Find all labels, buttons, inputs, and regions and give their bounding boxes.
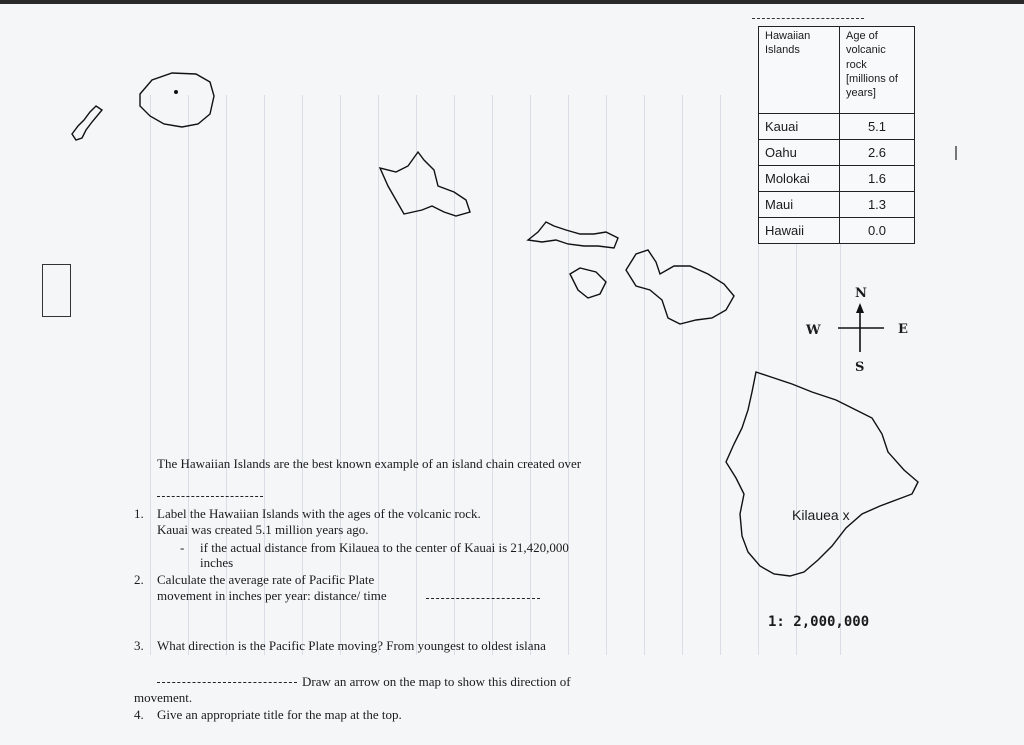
q1-bullet-mark: - <box>180 540 185 555</box>
table-top-dash <box>752 18 864 20</box>
compass-west-label: W <box>806 323 821 338</box>
table-cell-island: Maui <box>759 192 840 218</box>
q3-text-2: Draw an arrow on the map to show this direction of <box>302 674 571 689</box>
table-cell-island: Hawaii <box>759 218 840 244</box>
map-scale: 1: 2,000,000 <box>768 614 870 630</box>
q4-number: 4. <box>134 707 144 722</box>
q3-text-3: movement. <box>134 690 193 705</box>
table-header-islands: Hawaiian Islands <box>759 27 840 114</box>
q1-bullet-text: if the actual distance from Kilauea to the center of Kauai is 21,420,000 <box>200 540 569 555</box>
compass-north-label: N <box>855 286 867 301</box>
table-cell-age: 0.0 <box>840 218 915 244</box>
q2-text-2: movement in inches per year: distance/ time <box>157 588 387 603</box>
q3-number: 3. <box>134 638 144 653</box>
table-row <box>759 140 915 166</box>
kilauea-label: Kilauea x <box>792 507 850 523</box>
table-row <box>759 114 915 140</box>
q1-bullet-text-2: inches <box>200 555 234 570</box>
kauai-center-dot <box>174 90 178 94</box>
margin-box <box>42 264 71 317</box>
table-cell-age: 5.1 <box>840 114 915 140</box>
compass-south-label: S <box>855 360 865 375</box>
table-cell-island: Molokai <box>759 166 840 192</box>
q1-text: Label the Hawaiian Islands with the ages of the volcanic rock. <box>157 506 481 521</box>
island-niihau <box>72 106 102 140</box>
table-row <box>759 218 915 244</box>
table-row <box>759 166 915 192</box>
island-oahu <box>380 152 470 216</box>
table-row <box>759 192 915 218</box>
answer-blank-q2[interactable] <box>426 598 540 599</box>
q2-text: Calculate the average rate of Pacific Plate <box>157 572 375 587</box>
table-header-age: Age of volcanic rock [millions of years] <box>840 27 915 114</box>
island-maui <box>626 250 734 324</box>
compass-north-arrow <box>856 303 864 313</box>
table-cell-age: 1.6 <box>840 166 915 192</box>
table-cell-age: 2.6 <box>840 140 915 166</box>
compass-east-label: E <box>898 322 908 337</box>
intro-text: The Hawaiian Islands are the best known example of an island chain created over <box>157 456 582 471</box>
q4-text: Give an appropriate title for the map at the top. <box>157 707 402 722</box>
island-kauai <box>140 73 214 127</box>
table-cell-island: Kauai <box>759 114 840 140</box>
island-molokai <box>528 222 618 248</box>
q3-text: What direction is the Pacific Plate moving? From youngest to oldest islana <box>157 638 546 653</box>
table-cell-age: 1.3 <box>840 192 915 218</box>
answer-blank-intro[interactable] <box>157 496 263 497</box>
q1-text-2: Kauai was created 5.1 million years ago. <box>157 522 369 537</box>
table-cell-island: Oahu <box>759 140 840 166</box>
island-age-table <box>758 26 915 244</box>
island-lanai <box>570 268 606 298</box>
q2-number: 2. <box>134 572 144 587</box>
q1-number: 1. <box>134 506 144 521</box>
island-hawaii <box>726 372 918 576</box>
answer-blank-q3[interactable] <box>157 682 297 683</box>
